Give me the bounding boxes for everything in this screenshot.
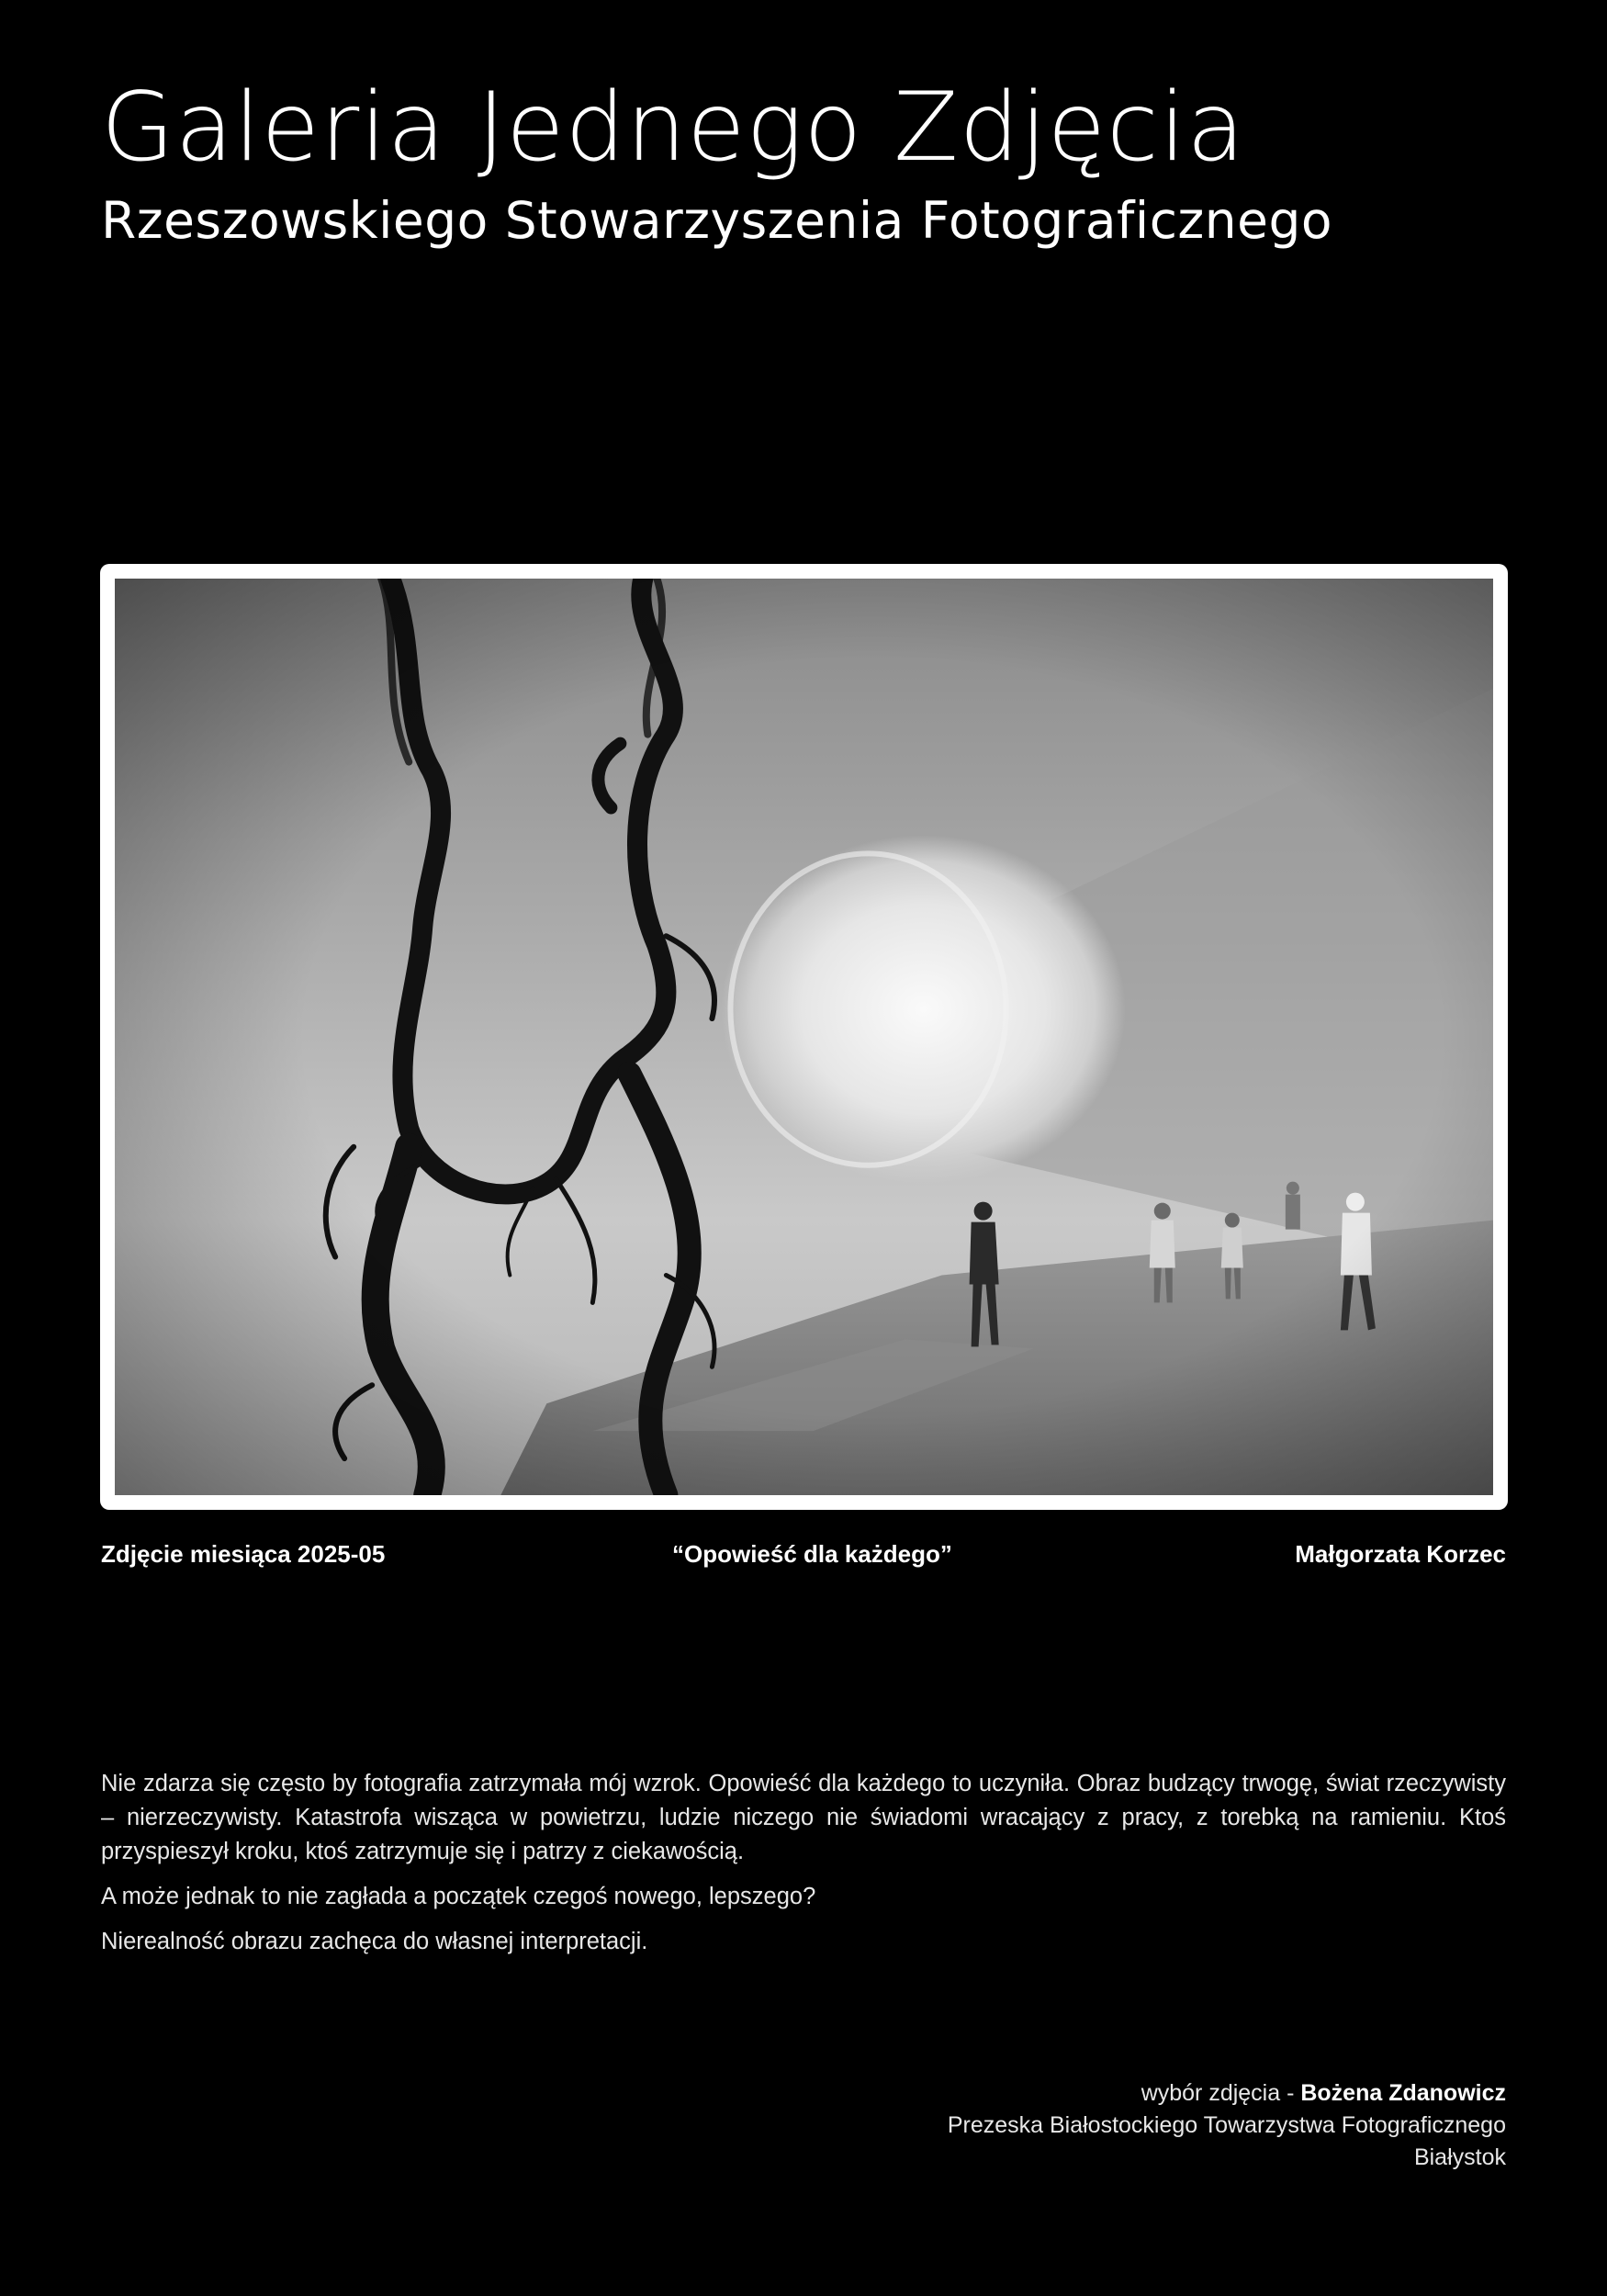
review-paragraph: A może jednak to nie zagłada a początek czegoś nowego, lepszego? xyxy=(101,1884,816,1909)
selector-city: Białystok xyxy=(1413,2144,1506,2170)
photo-caption xyxy=(101,1540,1506,1577)
photo-author: Małgorzata Korzec xyxy=(1295,1540,1506,1568)
photo-frame xyxy=(100,564,1508,1510)
page-header xyxy=(101,73,1515,250)
featured-photo[interactable] xyxy=(115,579,1493,1495)
selector-role: Prezeska Białostockiego Towarzystwa Fotograficznego xyxy=(947,2112,1506,2138)
review-paragraph: Nie zdarza się często by fotografia zatrzymała mój wzrok. Opowieść dla każdego to uczyniła. Obraz budzący trwogę, świat rzeczywisty – nierzeczywisty. Katastrofa wisząca w powietrzu, ludzie niczego nie świadomi wracający z pracy, z torebką na ramieniu. Ktoś przyspieszył kroku, ktoś zatrzymuje się i patrzy z ciekawością. xyxy=(101,1771,1506,1864)
page-subtitle: Rzeszowskiego Stowarzyszenia Fotograficznego xyxy=(101,191,1333,250)
photo-title: “Opowieść dla każdego” xyxy=(672,1540,952,1568)
review-paragraph: Nierealność obrazu zachęca do własnej interpretacji. xyxy=(101,1929,648,1954)
selection-line xyxy=(948,2077,1506,2110)
selector-name: Bożena Zdanowicz xyxy=(1300,2080,1506,2106)
photo-of-month-label: Zdjęcie miesiąca 2025-05 xyxy=(101,1540,386,1568)
review-text xyxy=(101,1767,1506,1970)
photo-illustration xyxy=(115,579,1493,1495)
selection-prefix: wybór zdjęcia - xyxy=(1141,2080,1301,2106)
selection-credit xyxy=(948,2077,1506,2174)
page-title: Galeria Jednego Zdjęcia xyxy=(101,73,1246,183)
